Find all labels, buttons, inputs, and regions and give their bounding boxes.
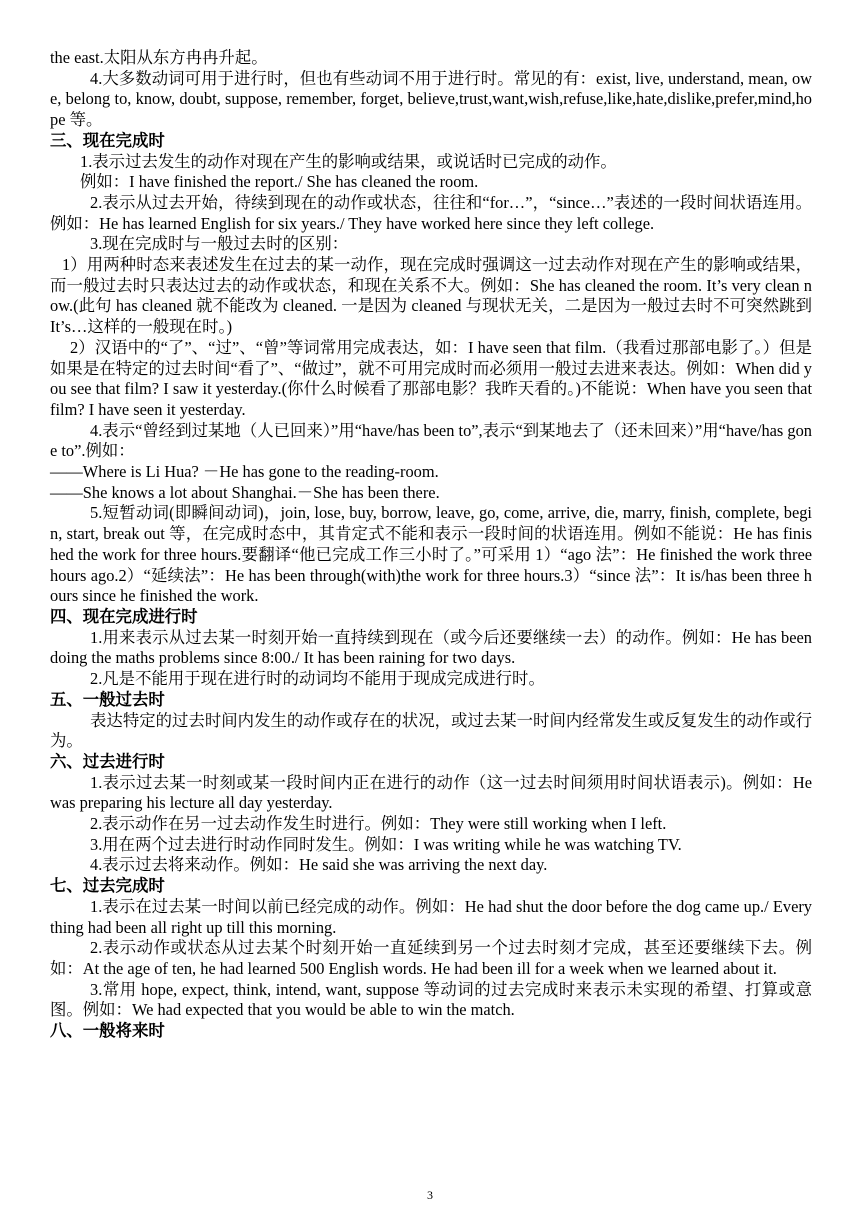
page-number: 3 <box>427 1188 433 1202</box>
paragraph: 1.表示过去发生的动作对现在产生的影响或结果，或说话时已完成的动作。 <box>80 151 617 171</box>
paragraph: 3.用在两个过去进行时动作同时发生。例如：I was writing while he was watching TV. <box>90 834 682 854</box>
paragraph: 2.凡是不能用于现在进行时的动词均不能用于现成完成进行时。 <box>90 669 545 689</box>
paragraph: 2.表示动作在另一过去动作发生时进行。例如：They were still working when I left. <box>90 814 667 834</box>
section-heading: 七、过去完成时 <box>50 876 165 896</box>
section-heading: 五、一般过去时 <box>50 689 165 709</box>
paragraph: 表达特定的过去时间内发生的动作或存在的状况，或过去某一时间内经常发生或反复发生的动作或行为。 <box>50 710 812 751</box>
paragraph: 2）汉语中的“了”、“过”、“曾”等词常用完成表达，如：I have seen that film.（我看过那部电影了。）但是如果是在特定的过去时间“看了”、“做过”，就不可用完成时而必须用一般过去进来表达。例如：When did you see that film? I saw it yesterday.(你什么时候看了那部电影？我昨天看的。)不能说：When have you seen that film? I have seen it yesterday. <box>50 337 812 419</box>
paragraph: 5.短暂动词(即瞬间动词)，join, lose, buy, borrow, leave, go, come, arrive, die, marry, finish, complete, begin, start, break out 等，在完成时态中，其肯定式不能和表示一段时间的状语连用。例如不能说：He has finished the work for three hours.要翻译“他已完成工作三小时了。”可采用 1）“ago 法”：He finished the work three hours ago.2）“延续法”：He has been through(with)the work for three hours.3）“since 法”：It is/has been three hours since he finished the work. <box>50 503 812 606</box>
paragraph: 1）用两种时态来表述发生在过去的某一动作，现在完成时强调这一过去动作对现在产生的影响或结果，而一般过去时只表达过去的动作或状态，和现在关系不大。例如：She has cleaned the room. It’s very clean now.(此句 has cleaned 就不能改为 cleaned. 一是因为 cleaned 与现状无关，二是因为一般过去时不可突然跳到 It’s…这样的一般现在时。) <box>50 255 812 337</box>
paragraph: 4.表示过去将来动作。例如：He said she was arriving the next day. <box>90 855 548 875</box>
paragraph: 1.用来表示从过去某一时刻开始一直持续到现在（或今后还要继续一去）的动作。例如：He has been doing the maths problems since 8:00./ It has been raining for two days. <box>50 627 812 668</box>
paragraph: 4.大多数动词可用于进行时，但也有些动词不用于进行时。常见的有：exist, live, understand, mean, owe, belong to, know, doubt, suppose, remember, forget, believe,trust,want,wish,refuse,like,hate,dislike,prefer,mind,hope 等。 <box>50 68 812 130</box>
paragraph: 2.表示动作或状态从过去某个时刻开始一直延续到另一个过去时刻才完成，甚至还要继续下去。例如：At the age of ten, he had learned 500 English words. He had been ill for a week when we learned about it. <box>50 938 812 978</box>
paragraph: 3.常用 hope, expect, think, intend, want, suppose 等动词的过去完成时来表示未实现的希望、打算或意图。例如：We had expected that you would be able to win the match. <box>50 979 812 1020</box>
paragraph: 4.表示“曾经到过某地（人已回来）”用“have/has been to”,表示“到某地去了（还未回来）”用“have/has gone to”.例如： <box>50 420 812 461</box>
section-heading: 六、过去进行时 <box>50 751 165 771</box>
document-body <box>50 48 812 1042</box>
paragraph: ——Where is Li Hua? －He has gone to the reading-room. <box>50 462 439 482</box>
paragraph: 3.现在完成时与一般过去时的区别： <box>90 234 349 254</box>
paragraph: 1.表示过去某一时刻或某一段时间内正在进行的动作（这一过去时间须用时间状语表示)。例如：He was preparing his lecture all day yesterday. <box>50 772 812 813</box>
section-heading: 三、现在完成时 <box>50 130 165 150</box>
paragraph: the east.太阳从东方冉冉升起。 <box>50 48 268 67</box>
section-heading: 八、一般将来时 <box>50 1021 165 1041</box>
paragraph: 1.表示在过去某一时间以前已经完成的动作。例如：He had shut the door before the dog came up./ Everything had been all right up till this morning. <box>50 896 812 937</box>
section-heading: 四、现在完成进行时 <box>50 606 198 626</box>
paragraph: ——She knows a lot about Shanghai.－She has been there. <box>50 482 440 502</box>
paragraph: 例如：I have finished the report./ She has cleaned the room. <box>80 172 479 192</box>
paragraph: 2.表示从过去开始，待续到现在的动作或状态，往往和“for…”，“since…”表述的一段时间状语连用。例如：He has learned English for six years./ They have worked here since they left college. <box>50 192 812 233</box>
